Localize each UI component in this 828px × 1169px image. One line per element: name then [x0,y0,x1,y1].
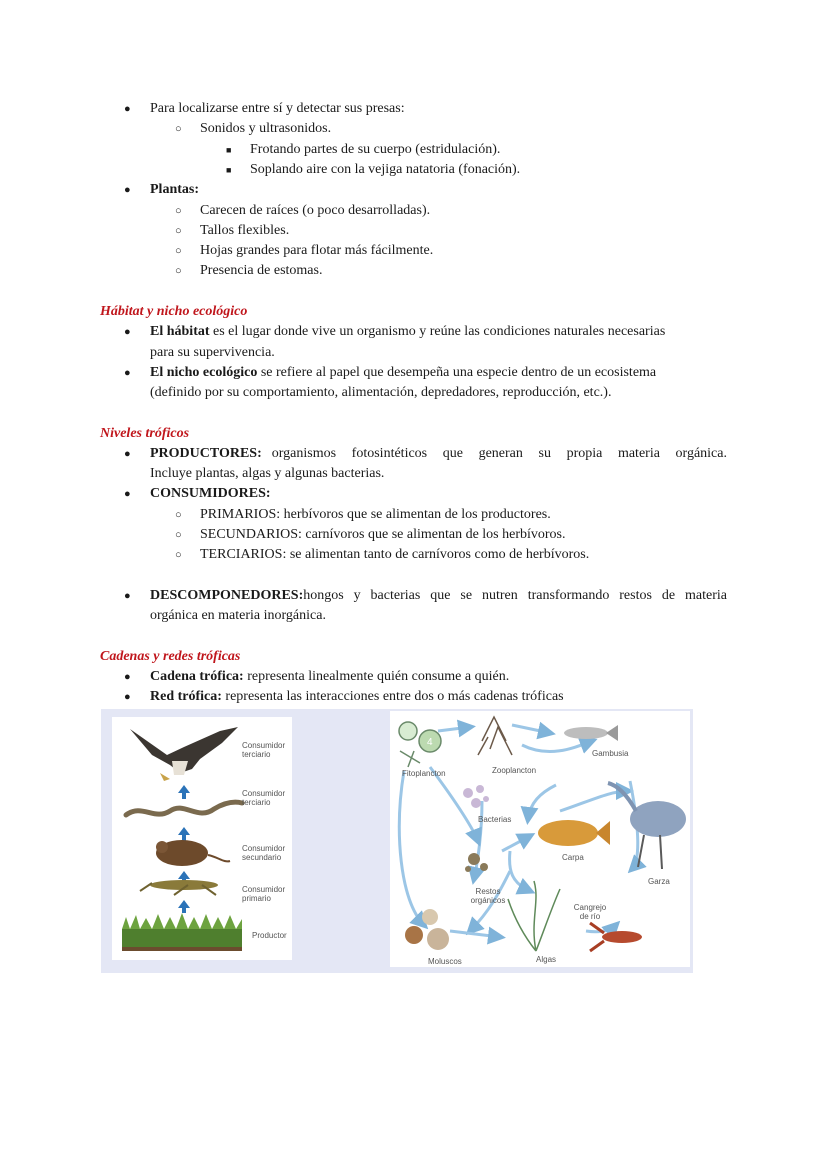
plants-item: Hojas grandes para flotar más fácilmente. [200,243,434,258]
producers-line-2: Incluye plantas, algas y algunas bacterias. [150,466,385,481]
habitat-item-1-line-1: El hábitat es el lugar donde vive un organismo y reúne las condiciones naturales necesarias [150,324,666,339]
heron-illustration [608,783,686,869]
bullet-disc: ● [124,671,131,683]
chain-item: Cadena trófica: representa linealmente quién consume a quién. [150,669,510,684]
chain-label-tertiary-2: Consumidor terciario [242,789,286,807]
trophic-heading: Niveles tróficos [100,426,190,441]
web-label-phytoplankton: Fitoplancton [402,769,446,778]
bullet-disc: ● [124,184,131,196]
web-label-crayfish: Cangrejo de río [573,903,607,921]
chains-heading: Cadenas y redes tróficas [100,649,241,664]
arrow-up [178,827,190,841]
chain-term: Cadena trófica: [150,669,244,684]
web-label-heron: Garza [648,877,670,886]
consumer-item: TERCIARIOS: se alimentan tanto de carnívoros como de herbívoros. [200,547,590,562]
web-label-zooplankton: Zooplancton [492,766,537,775]
zooplankton-illustration [478,717,512,755]
bullet-disc: ● [124,326,131,338]
bullet-circle: ○ [175,549,182,561]
habitat-heading: Hábitat y nicho ecológico [100,304,248,319]
food-web-figure [390,711,690,967]
svg-text:4: 4 [427,737,433,748]
bullet-disc: ● [124,488,131,500]
producers-term: PRODUCTORES: [150,446,262,461]
bullet-disc: ● [124,691,131,703]
niche-term: El nicho ecológico [150,365,258,380]
web-label-bacteria: Bacterias [478,815,512,824]
chain-label-primary: Consumidor primario [242,885,286,903]
phytoplankton-illustration [399,722,441,767]
snake-illustration [126,802,242,815]
consumer-item: PRIMARIOS: herbívoros que se alimentan de los productores. [200,507,551,522]
carp-illustration [538,820,610,846]
crayfish-illustration [590,923,642,951]
bullet-circle: ○ [175,225,182,237]
bullet-circle: ○ [175,265,182,277]
senses-subsub-1: Frotando partes de su cuerpo (estridulación). [250,142,501,157]
bullet-circle: ○ [175,205,182,217]
mouse-illustration [156,840,230,866]
bullet-disc: ● [124,590,131,602]
web-label-gambusia: Gambusia [592,749,629,758]
decomposers-line-1: DESCOMPONEDORES: hongos y bacterias que se nutren transformando restos de materia [150,586,727,606]
food-chain-figure [112,717,292,960]
web-label-organic-remains: Restos orgánicos [470,887,506,905]
producers-line-1: PRODUCTORES: organismos fotosintéticos que generan su propia materia orgánica. [150,444,727,464]
grasshopper-illustration [140,880,218,895]
plants-item: Presencia de estomas. [200,263,323,278]
senses-sub: Sonidos y ultrasonidos. [200,121,332,136]
chain-label-secondary: Consumidor secundario [242,844,286,862]
decomposers-term: DESCOMPONEDORES: [150,588,304,603]
consumers-term: CONSUMIDORES: [150,486,271,501]
algae-illustration [508,881,560,951]
bullet-circle: ○ [175,123,182,135]
food-web-drawing [390,711,690,967]
bullet-disc: ● [124,448,131,460]
consumer-item: SECUNDARIOS: carnívoros que se alimentan de los herbívoros. [200,527,566,542]
bullet-circle: ○ [175,509,182,521]
habitat-item-2-line-1: El nicho ecológico se refiere al papel que desempeña una especie dentro de un ecosistema [150,365,657,380]
mollusks-illustration [405,909,449,950]
senses-intro: Para localizarse entre sí y detectar sus presas: [150,101,405,116]
eagle-illustration [130,727,238,781]
bullet-circle: ○ [175,245,182,257]
bullet-disc: ● [124,367,131,379]
web-item: Red trófica: representa las interacciones entre dos o más cadenas tróficas [150,689,564,704]
web-label-carp: Carpa [562,853,584,862]
web-label-mollusks: Moluscos [428,957,462,966]
bullet-circle: ○ [175,529,182,541]
habitat-item-2-line-2: (definido por su comportamiento, alimentación, depredadores, reproducción, etc.). [150,385,612,400]
arrow-up [178,900,190,913]
habitat-term: El hábitat [150,324,210,339]
web-term: Red trófica: [150,689,222,704]
habitat-item-1-line-2: para su supervivencia. [150,345,275,360]
bullet-disc: ● [124,103,131,115]
bullet-square: ■ [226,145,232,155]
bacteria-illustration [463,785,489,808]
decomposers-line-2: orgánica en materia inorgánica. [150,608,326,623]
plants-label: Plantas: [150,182,199,197]
plants-item: Tallos flexibles. [200,223,290,238]
bullet-square: ■ [226,165,232,175]
arrow-up [178,785,190,799]
gambusia-illustration [564,725,618,741]
chain-label-tertiary: Consumidor terciario [242,741,286,759]
grass-illustration [122,913,242,951]
plants-item: Carecen de raíces (o poco desarrolladas). [200,203,431,218]
chain-label-producer: Productor [252,931,287,940]
senses-subsub-2: Soplando aire con la vejiga natatoria (fonación). [250,162,521,177]
web-label-algae: Algas [536,955,557,964]
